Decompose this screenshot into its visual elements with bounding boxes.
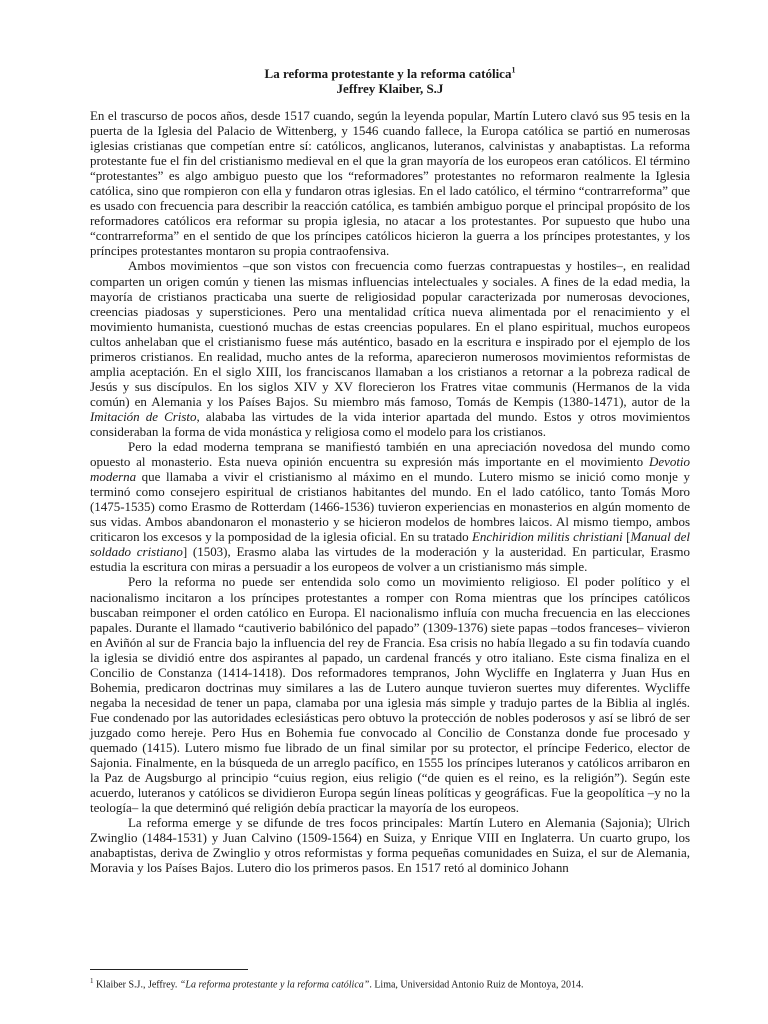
document-body: [90, 108, 690, 875]
paragraph-3: [90, 439, 690, 574]
footnote-title: “La reforma protestante y la reforma católica”: [179, 979, 370, 991]
footnote-reference[interactable]: 1: [511, 65, 516, 75]
paragraph-text: Pero la edad moderna temprana se manifiestó también en una apreciación novedosa del mundo como opuesto al monasterio. Esta nueva opinión encuentra su expresión más importante en el movimiento: [90, 439, 690, 470]
paragraph-text: ] (1503), Erasmo alaba las virtudes de la moderación y la austeridad. En particular, Erasmo estudia la escritura con miras a persuadir a los europeos de volver a un cristianismo más simple.: [90, 544, 690, 575]
footnote-marker: 1: [90, 977, 94, 985]
paragraph-2: [90, 258, 690, 439]
paragraph-text: Ambos movimientos –que son vistos con frecuencia como fuerzas contrapuestas y hostiles–, en realidad comparten un origen común y tienen las mismas influencias intelectuales y sociales. A fines de la edad media, la mayoría de cristianos practicaba una suerte de religiosidad popular caracterizada por numerosas devociones, creencias piadosas y supersticiones. Pero una mentalidad crítica nueva alimentada por el renacimiento y el movimiento humanista, cuestionó muchas de estas creencias populares. En el plano espiritual, muchos europeos cultos anhelaban que el cristianismo fuese más auténtico, basado en la escritura e inspirado por el ejemplo de los primeros cristianos. En realidad, mucho antes de la reforma, aparecieron numerosos movimientos reformistas de amplia aceptación. En el siglo XIII, los franciscanos llamaban a los cristianos a retornar a la pobreza radical de Jesús y sus discípulos. En los siglos XIV y XV florecieron los Fratres vitae communis (Hermanos de la vida común) en Alemania y los Países Bajos. Su miembro más famoso, Tomás de Kempis (1380-1471), autor de la: [90, 258, 690, 409]
paragraph-text: , alababa las virtudes de la vida interior apartada del mundo. Estos y otros movimientos consideraban la forma de vida monástica y religiosa como el modelo para los cristianos.: [90, 408, 690, 439]
document-title: [90, 66, 690, 81]
footnote: [90, 975, 690, 991]
footnote-separator: [90, 969, 248, 970]
paragraph-text: [: [622, 529, 631, 545]
italic-book-title: Manual del soldado cristiano: [90, 529, 690, 560]
footnote-source: . Lima, Universidad Antonio Ruiz de Montoya, 2014.: [369, 979, 584, 991]
document-author: Jeffrey Klaiber, S.J: [336, 81, 444, 96]
paragraph-5: La reforma emerge y se difunde de tres focos principales: Martín Lutero en Alemania (Sajonia); Ulrich Zwinglio (1484-1531) y Juan Calvino (1509-1564) en Suiza, y Enrique VIII en Inglaterra. Un cuarto grupo, los anabaptistas, deriva de Zwinglio y otros reformistas y forma pequeñas comunidades en Suiza, el sur de Alemania, Moravia y los Países Bajos. Lutero dio los primeros pasos. En 1517 retó al dominico Johann: [90, 815, 690, 876]
paragraph-text: que llamaba a vivir el cristianismo al máximo en el mundo. Lutero mismo se inició como monje y terminó como consejero espiritual de cristianos habitantes del mundo. En el lado católico, tanto Tomás Moro (1475-1535) como Erasmo de Rotterdam (1466-1536) tuvieron experiencias en monasterios en algún momento de sus vidas. Ambos abandonaron el monasterio y se hicieron modelos de hombres laicos. Al mismo tiempo, ambos criticaron los excesos y la pomposidad de la iglesia oficial. En su tratado: [90, 469, 690, 545]
document-header: [90, 66, 690, 96]
paragraph-4: Pero la reforma no puede ser entendida solo como un movimiento religioso. El poder político y el nacionalismo incitaron a los príncipes protestantes a romper con Roma mientras que los príncipes católicos buscaban reimponer el orden católico en Europa. El nacionalismo influía con mucha frecuencia en las elecciones papales. Durante el llamado “cautiverio babilónico del papado” (1309-1376) siete papas –todos franceses– vivieron en Aviñón al sur de Francia bajo la influencia del rey de Francia. Esa crisis no había llegado a su fin todavía cuando la iglesia se dividió entre dos aspirantes al papado, un cardenal francés y otro italiano. Este cisma finaliza en el Concilio de Constanza (1414-1418). Dos reformadores tempranos, John Wycliffe en Inglaterra y Juan Hus en Bohemia, predicaron doctrinas muy similares a las de Lutero aunque tuvieron suertes muy diferentes. Wycliffe negaba la necesidad de tener un papa, clamaba por una iglesia más simple y tradujo partes de la Biblia al inglés. Fue condenado por las autoridades eclesiásticas pero obtuvo la protección de nobles poderosos y así se libró de ser juzgado como hereje. Pero Hus en Bohemia fue convocado al Concilio de Constanza donde fue procesado y quemado (1415). Lutero mismo fue librado de un final similar por su protector, el príncipe Federico, elector de Sajonia. Finalmente, en la búsqueda de un arreglo pacífico, en 1555 los príncipes luteranos y católicos arribaron en la Paz de Augsburgo al principio “cuius region, eius religio (“de quien es el reino, es la religión”). Según este acuerdo, luteranos y católicos se dividieron Europa según líneas políticas y geográficas. Fue la geopolítica –y no la teología– la que determinó qué religión debía practicar la mayoría de los europeos.: [90, 574, 690, 816]
paragraph-1: En el trascurso de pocos años, desde 1517 cuando, según la leyenda popular, Martín Lutero clavó sus 95 tesis en la puerta de la Iglesia del Palacio de Wittenberg, y 1546 cuando fallece, la Europa católica se partió en numerosas iglesias cristianas que competían entre sí: católicos, anglicanos, luteranos, calvinistas y anabaptistas. La reforma protestante fue el fin del cristianismo medieval en el que la gran mayoría de los europeos eran católicos. El término “protestantes” es algo ambiguo puesto que los “reformadores” protestantes no reformaron realmente la Iglesia católica, sino que rompieron con ella y fundaron otras iglesias. En el lado católico, el término “contrarreforma” que es usado con frecuencia para describir la reacción católica, es también ambiguo porque el principal propósito de los reformadores católicos era reformar su propia iglesia, no atacar a los protestantes. Por supuesto que hubo una “contrarreforma” en el sentido de que los príncipes católicos hicieron la guerra a los príncipes protestantes, y los príncipes protestantes montaron su propia contraofensiva.: [90, 108, 690, 259]
italic-book-title: Imitación de Cristo: [90, 408, 197, 424]
italic-term: Devotio moderna: [90, 454, 690, 485]
footnote-author: Klaiber S.J., Jeffrey.: [93, 979, 180, 991]
italic-book-title: Enchiridion militis christiani: [472, 529, 623, 545]
title-text: La reforma protestante y la reforma católica: [264, 66, 512, 81]
